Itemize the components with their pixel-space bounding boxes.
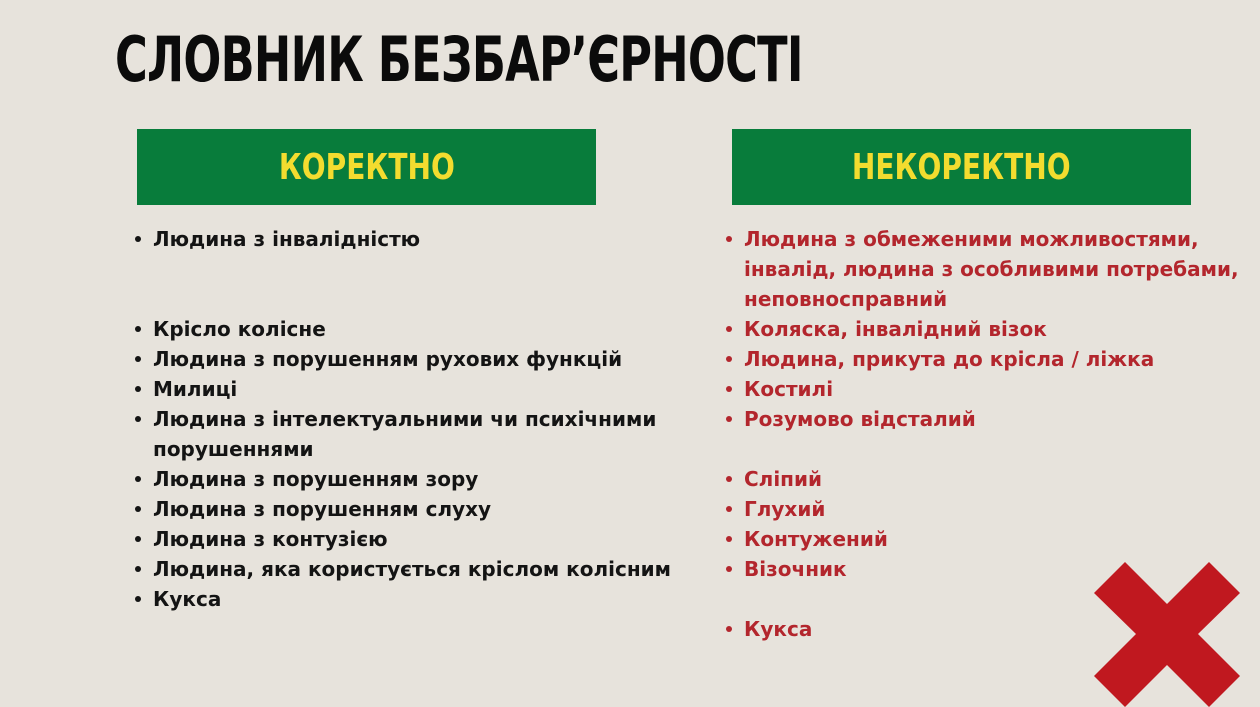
term-item: Людина з порушенням зору <box>133 464 673 494</box>
term-item: Кукса <box>724 614 1244 644</box>
page-title: СЛОВНИК БЕЗБАР’ЄРНОСТІ <box>115 23 803 96</box>
term-item <box>724 434 1244 464</box>
term-item: Костилі <box>724 374 1244 404</box>
term-item: Милиці <box>133 374 673 404</box>
term-item: Контужений <box>724 524 1244 554</box>
term-item: Людина, яка користується кріслом колісним <box>133 554 673 584</box>
term-item: Людина з контузією <box>133 524 673 554</box>
term-item: Людина з обмеженими можливостями, інвалід, людина з особливими потребами, неповносправний <box>724 224 1244 314</box>
term-item: Кукса <box>133 584 673 614</box>
term-item: Глухий <box>724 494 1244 524</box>
term-item: Людина з порушенням слуху <box>133 494 673 524</box>
incorrect-column-header <box>732 129 1191 205</box>
correct-column-header <box>137 129 596 205</box>
red-x-icon <box>1094 562 1240 707</box>
term-item: Розумово відсталий <box>724 404 1244 434</box>
term-item: Сліпий <box>724 464 1244 494</box>
term-item: Людина з порушенням рухових функцій <box>133 344 673 374</box>
incorrect-header-label: НЕКОРЕКТНО <box>852 146 1071 188</box>
term-item: Візочник <box>724 554 1244 584</box>
correct-terms-list <box>133 224 673 614</box>
term-item <box>133 284 673 314</box>
term-item: Людина з інвалідністю <box>133 224 673 254</box>
correct-header-label: КОРЕКТНО <box>278 146 455 188</box>
term-item: Коляска, інвалідний візок <box>724 314 1244 344</box>
term-item: Крісло колісне <box>133 314 673 344</box>
term-item: Людина з інтелектуальними чи психічними порушеннями <box>133 404 673 464</box>
term-item <box>133 254 673 284</box>
term-item: Людина, прикута до крісла / ліжка <box>724 344 1244 374</box>
